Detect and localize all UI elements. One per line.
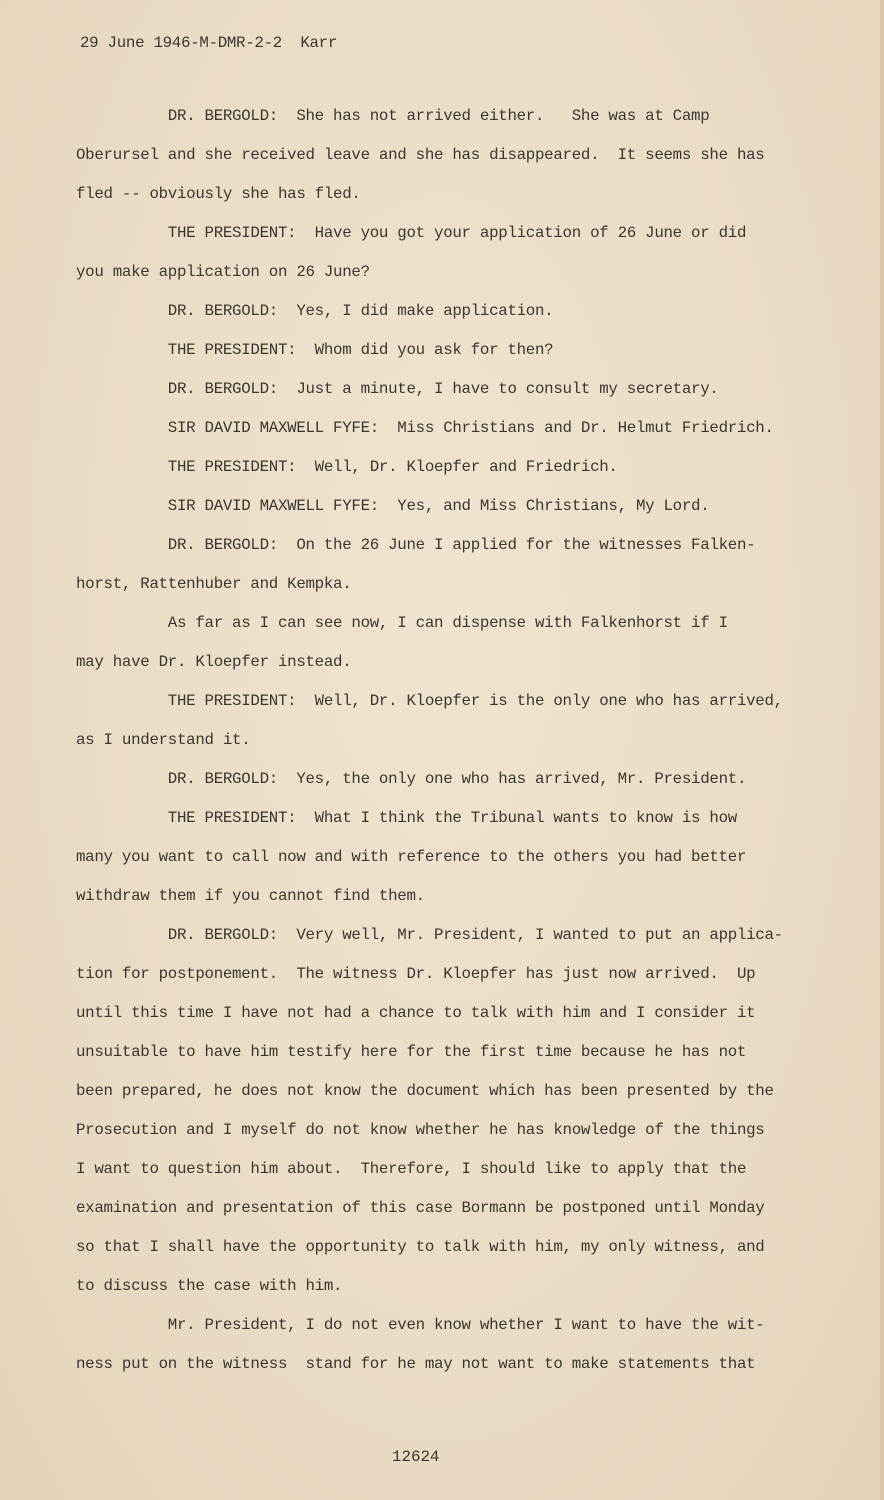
transcript-line: Mr. President, I do not even know whether I want to have the wit- bbox=[76, 1316, 765, 1334]
transcript-line: many you want to call now and with reference to the others you had better bbox=[76, 848, 747, 866]
transcript-line: to discuss the case with him. bbox=[76, 1277, 343, 1295]
page-number: 12624 bbox=[392, 1448, 440, 1466]
transcript-line: THE PRESIDENT: What I think the Tribunal wants to know is how bbox=[76, 809, 737, 827]
transcript-line: been prepared, he does not know the document which has been presented by the bbox=[76, 1082, 774, 1100]
transcript-line: so that I shall have the opportunity to talk with him, my only witness, and bbox=[76, 1238, 765, 1256]
transcript-line: DR. BERGOLD: Yes, I did make application. bbox=[76, 302, 554, 320]
transcript-line: fled -- obviously she has fled. bbox=[76, 185, 361, 203]
transcript-line: until this time I have not had a chance to talk with him and I consider it bbox=[76, 1004, 756, 1022]
transcript-line: I want to question him about. Therefore, I should like to apply that the bbox=[76, 1160, 747, 1178]
transcript-line: you make application on 26 June? bbox=[76, 263, 370, 281]
transcript-line: THE PRESIDENT: Whom did you ask for then? bbox=[76, 341, 554, 359]
transcript-line: Oberursel and she received leave and she has disappeared. It seems she has bbox=[76, 146, 765, 164]
transcript-line: may have Dr. Kloepfer instead. bbox=[76, 653, 352, 671]
transcript-line: THE PRESIDENT: Well, Dr. Kloepfer is the only one who has arrived, bbox=[76, 692, 783, 710]
transcript-line: DR. BERGOLD: She has not arrived either. She was at Camp bbox=[76, 107, 710, 125]
transcript-line: DR. BERGOLD: Very well, Mr. President, I wanted to put an applica- bbox=[76, 926, 783, 944]
transcript-line: THE PRESIDENT: Have you got your application of 26 June or did bbox=[76, 224, 747, 242]
transcript-line: withdraw them if you cannot find them. bbox=[76, 887, 425, 905]
transcript-line: ness put on the witness stand for he may not want to make statements that bbox=[76, 1355, 756, 1373]
transcript-line: DR. BERGOLD: Just a minute, I have to consult my secretary. bbox=[76, 380, 719, 398]
transcript-line: THE PRESIDENT: Well, Dr. Kloepfer and Friedrich. bbox=[76, 458, 618, 476]
document-header: 29 June 1946-M-DMR-2-2 Karr bbox=[80, 34, 338, 52]
transcript-line: SIR DAVID MAXWELL FYFE: Miss Christians and Dr. Helmut Friedrich. bbox=[76, 419, 774, 437]
transcript-line: As far as I can see now, I can dispense with Falkenhorst if I bbox=[76, 614, 728, 632]
paper-edge bbox=[880, 0, 884, 1500]
transcript-body bbox=[76, 104, 866, 1391]
transcript-line: unsuitable to have him testify here for the first time because he has not bbox=[76, 1043, 747, 1061]
transcript-line: as I understand it. bbox=[76, 731, 251, 749]
transcript-line: Prosecution and I myself do not know whether he has knowledge of the things bbox=[76, 1121, 765, 1139]
transcript-line: tion for postponement. The witness Dr. Kloepfer has just now arrived. Up bbox=[76, 965, 756, 983]
transcript-line: DR. BERGOLD: Yes, the only one who has arrived, Mr. President. bbox=[76, 770, 747, 788]
transcript-line: examination and presentation of this case Bormann be postponed until Monday bbox=[76, 1199, 765, 1217]
transcript-line: DR. BERGOLD: On the 26 June I applied for the witnesses Falken- bbox=[76, 536, 756, 554]
transcript-line: horst, Rattenhuber and Kempka. bbox=[76, 575, 352, 593]
transcript-line: SIR DAVID MAXWELL FYFE: Yes, and Miss Christians, My Lord. bbox=[76, 497, 710, 515]
